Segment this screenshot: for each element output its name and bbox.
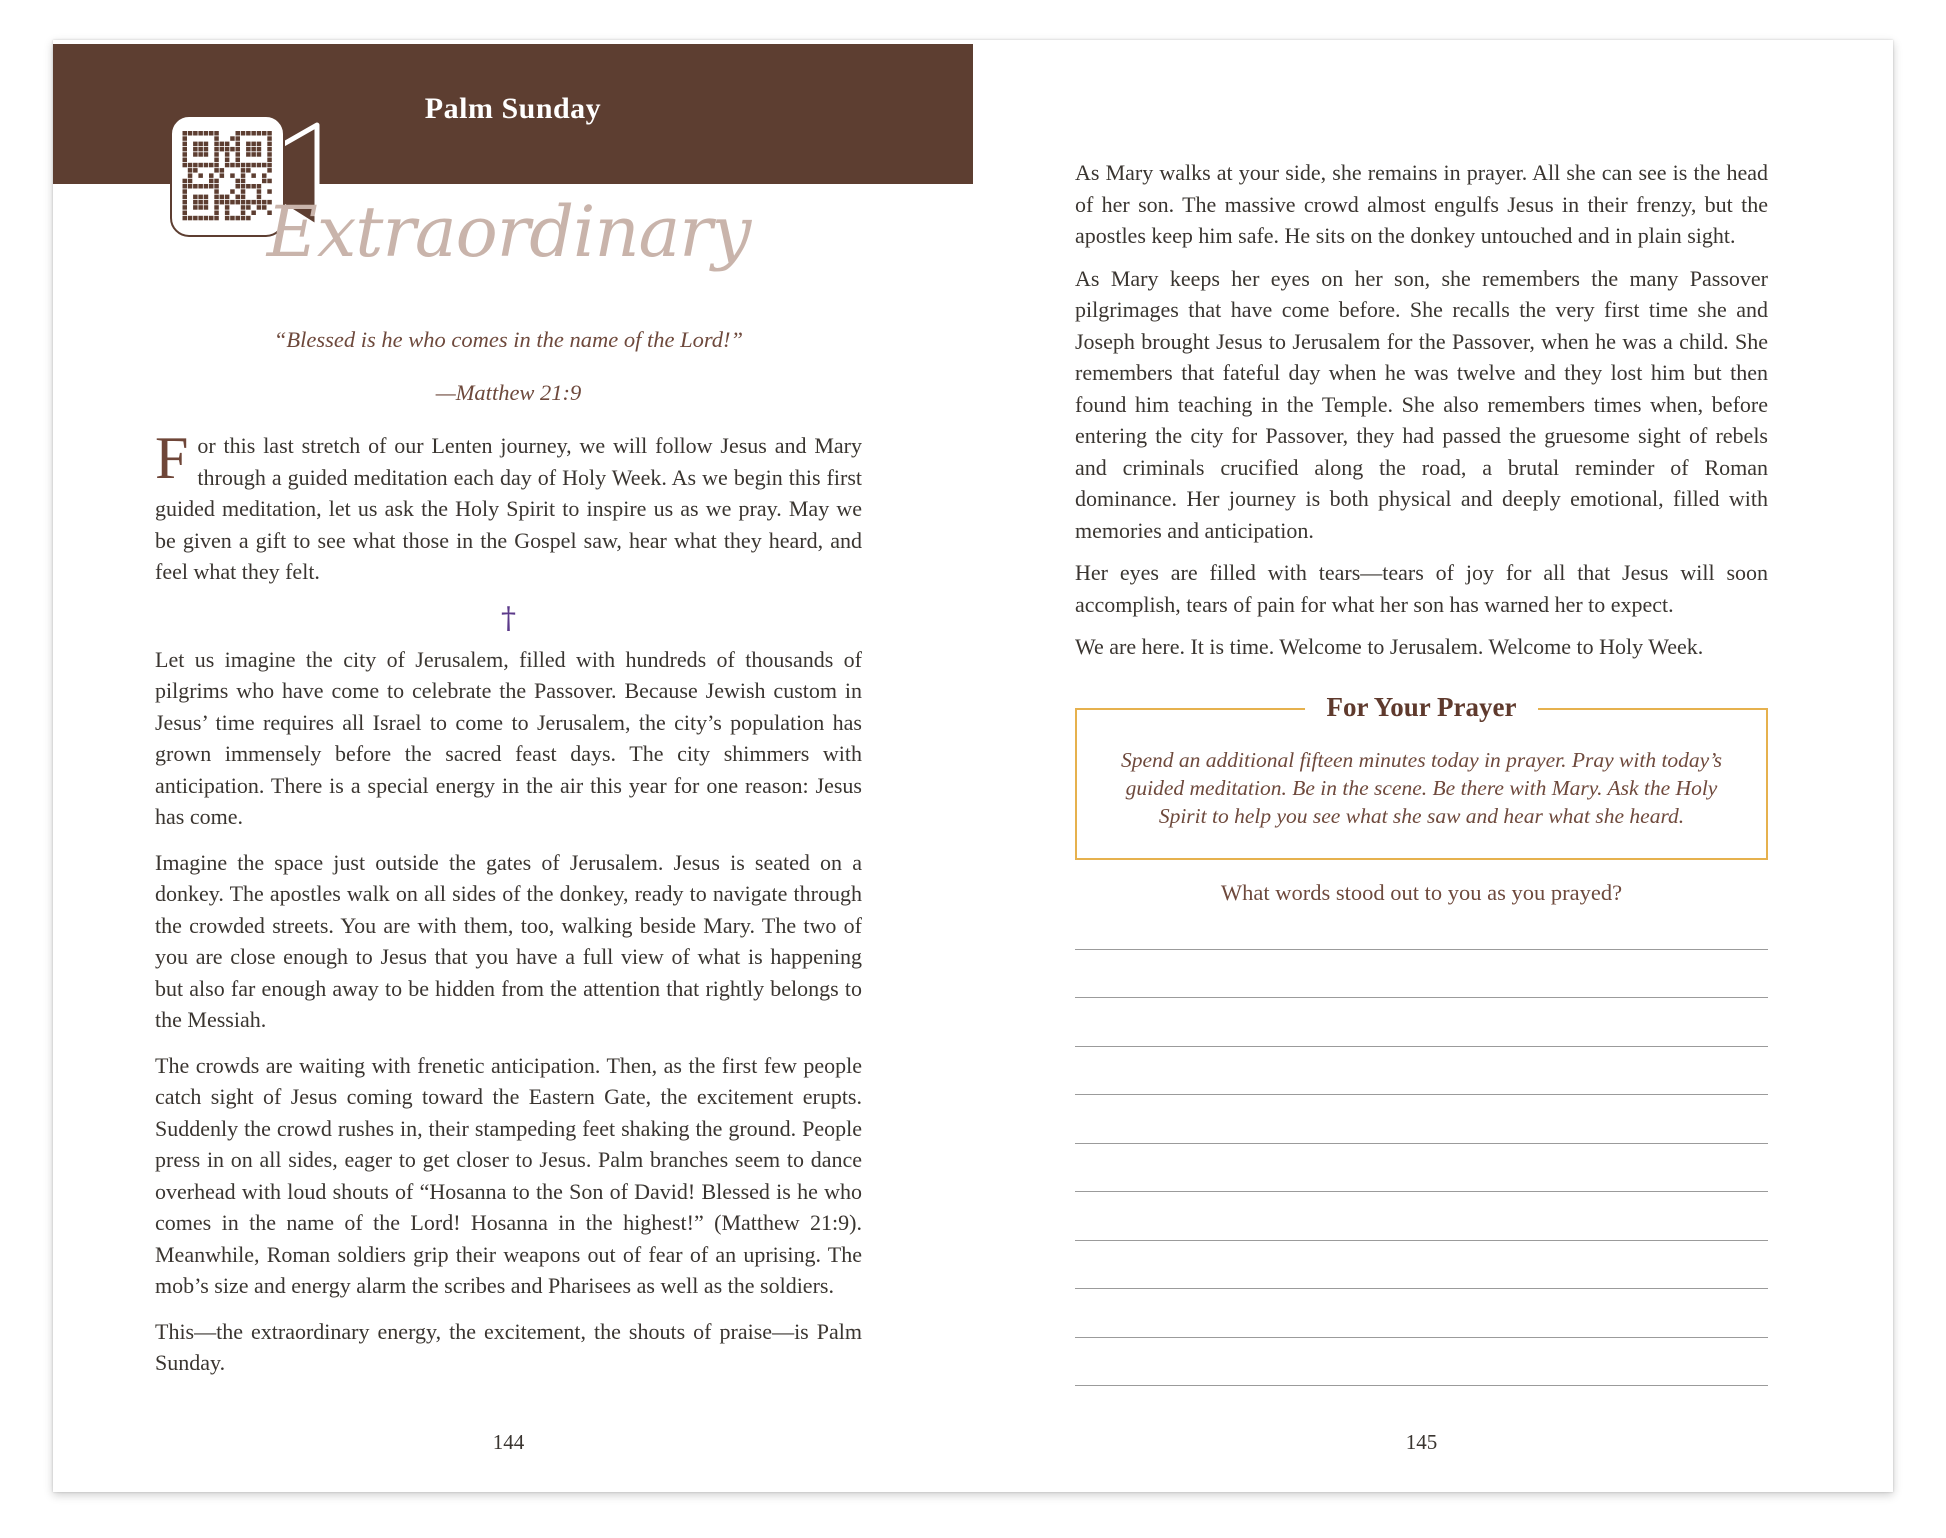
writing-line [1075,901,1768,950]
book-spread [53,40,1893,1492]
left-page-body [155,425,862,1393]
paragraph: As Mary walks at your side, she remains in prayer. All she can see is the head of her son. The massive crowd almost engulfs Jesus in their frenzy, but the apostles keep him safe. He sits on the donkey untouched and in plain sight. [1075,160,1768,248]
scripture-quote: “Blessed is he who comes in the name of the Lord!” [273,327,744,352]
for-your-prayer-box [1075,692,1768,860]
page-number-right: 145 [1405,1430,1438,1454]
writing-line [1075,1095,1768,1144]
paragraph-text: or this last stretch of our Lenten journey, we will follow Jesus and Mary through a guided meditation each day of Holy Week. As we begin this first guided meditation, let us ask the Holy Spirit to inspire us as we pray. May we be given a gift to see what those in the Gospel saw, hear what they heard, and feel what they felt. [155,433,862,584]
paragraph: Let us imagine the city of Jerusalem, filled with hundreds of thousands of pilgrims who have come to celebrate the Passover. Because Jewish custom in Jesus’ time requires all Israel to come to Jerusalem, the city’s population has grown immensely before the sacred feast days. The city shimmers with anticipation. There is a special energy in the air this year for one reason: Jesus has come. [155,646,862,829]
paragraph: As Mary keeps her eyes on her son, she remembers the many Passover pilgrimages that have come before. She recalls the very first time she and Joseph brought Jesus to Jerusalem for the Passover, when he was a child. She remembers that fateful day when he was twelve and they lost him but then found him teaching in the Temple. She also remembers times when, before entering the city for Passover, they had passed the gruesome sight of rebels and criminals crucified along the road, a brutal reminder of Roman dominance. Her journey is both physical and deeply emotional, filled with memories and anticipation. [1075,265,1768,543]
page-number-left: 144 [492,1430,525,1454]
writing-line [1075,998,1768,1047]
scripture-attribution: —Matthew 21:9 [435,380,582,405]
paragraph: Imagine the space just outside the gates of Jerusalem. Jesus is seated on a donkey. The apostles walk on all sides of the donkey, ready to navigate through the crowded streets. You are with them, too, walking beside Mary. The two of you are close enough to Jesus that you have a full view of what is happening but also far enough away to be hidden from the attention that rightly belongs to the Messiah. [155,849,862,1032]
journal-question: What words stood out to you as you prayed? [1220,880,1623,905]
paragraph: This—the extraordinary energy, the excitement, the shouts of praise—is Palm Sunday. [155,1318,862,1375]
drop-cap: F [155,425,189,491]
right-page-body [1075,157,1768,674]
paragraph: We are here. It is time. Welcome to Jerusalem. Welcome to Holy Week. [1075,634,1704,659]
writing-line [1075,1289,1768,1338]
cross-divider-icon: † [501,600,516,636]
day-title-script: Extraordinary [266,191,751,273]
writing-line [1075,1338,1768,1387]
writing-lines [1075,901,1768,1386]
writing-line [1075,1047,1768,1096]
chapter-title: Palm Sunday [424,92,602,125]
prayer-box-text: Spend an additional fifteen minutes today in prayer. Pray with today’s guided meditation. Be in the scene. Be there with Mary. Ask the Holy Spirit to help you see what she saw and hear what she heard. [1121,748,1722,828]
paragraph: Her eyes are filled with tears—tears of joy for all that Jesus will soon accomplish, tears of pain for what her son has warned her to expect. [1075,560,1768,617]
prayer-box-title: For Your Prayer [1305,692,1539,723]
paragraph [155,425,862,588]
writing-line [1075,1192,1768,1241]
writing-line [1075,1144,1768,1193]
paragraph: The crowds are waiting with frenetic anticipation. Then, as the first few people catch sight of Jesus coming toward the Eastern Gate, the excitement erupts. Suddenly the crowd rushes in, their stampeding feet shaking the ground. People press in on all sides, eager to get closer to Jesus. Palm branches seem to dance overhead with loud shouts of “Hosanna to the Son of David! Blessed is he who comes in the name of the Lord! Hosanna in the highest!” (Matthew 21:9). Meanwhile, Roman soldiers grip their weapons out of fear of an uprising. The mob’s size and energy alarm the scribes and Pharisees as well as the soldiers. [155,1052,862,1298]
writing-line [1075,1241,1768,1290]
writing-line [1075,950,1768,999]
